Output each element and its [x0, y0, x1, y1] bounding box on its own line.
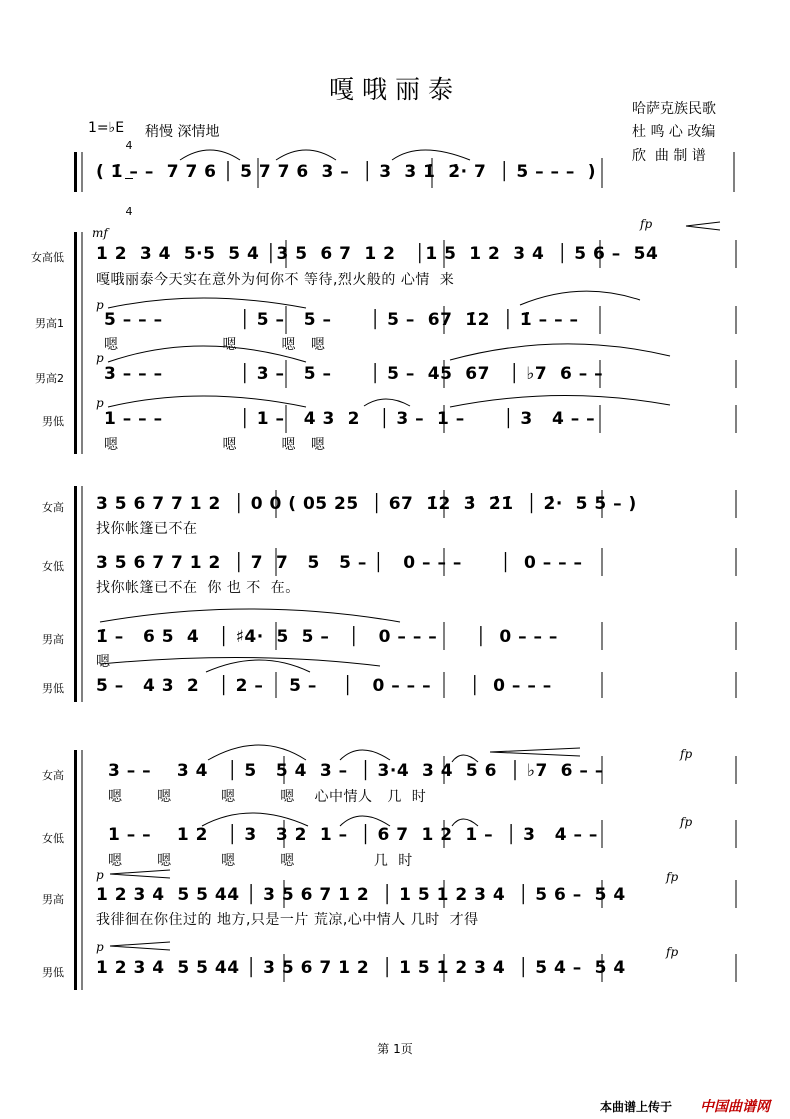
credit-transcriber: 欣 曲 制 谱 — [632, 148, 706, 164]
time-sig-top: 4 — [125, 139, 133, 152]
dynamic-mark: p — [96, 396, 104, 410]
part-label: 男低 — [42, 682, 64, 695]
notes-line: 1 2 3 4 5 5 44 │ 3 5 6 7 1 2 │ 1 5 1 2 3 4 │ 5 4 – 5 4 — [96, 958, 626, 978]
lyrics-line: 找你帐篷已不在 — [96, 521, 198, 537]
dynamic-mark: p — [96, 868, 104, 882]
notes-line: 3 – – – │ 3 – 5 – │ 5 – 45 67 │ ♭7 6 – – — [104, 364, 604, 384]
credit-origin: 哈萨克族民歌 — [632, 101, 716, 117]
dynamic-mark: p — [96, 351, 104, 365]
notes-line: 1 2 3 4 5 5 44 │ 3 5 6 7 1 2 │ 1 5 1 2 3 4 │ 5 6 – 5 4 — [96, 885, 626, 905]
site-logo: 中国曲谱网 — [700, 1099, 770, 1115]
notes-line: 5 – – – │ 5 – 5 – │ 5 – 67 1̇2 │ 1̇ – – – — [104, 310, 579, 330]
part-label: 男高1 — [35, 317, 64, 330]
lyrics-line: 嗯 — [96, 654, 111, 670]
part-label: 男低 — [42, 966, 64, 979]
fp-mark: fp — [680, 815, 693, 829]
notes-line: 1 2 3 4 5·5 5 4 │3 5 6 7 1 2 │1 5 1 2 3 4 │ 5 6 – 54 — [96, 244, 659, 264]
dynamic-mark: mf — [92, 226, 108, 240]
part-label: 女低 — [42, 832, 64, 845]
part-label: 男高 — [42, 633, 64, 646]
tempo-marking: 稍慢 深情地 — [145, 124, 220, 140]
lyrics-line: 我徘徊在你住过的 地方,只是一片 荒凉,心中情人 几时 才得 — [96, 912, 479, 928]
fp-mark: fp — [666, 870, 679, 884]
notes-line: 3 – – 3 4 │ 5 5 4 3 – │ 3·4 3 4 5 6 │ ♭7 6 – – — [108, 761, 604, 781]
part-label: 女低 — [42, 560, 64, 573]
part-label: 男低 — [42, 415, 64, 428]
part-label: 男高 — [42, 893, 64, 906]
notes-line: 1 – – 1 2 │ 3 3 2 1 – │ 6 7 1 2 1 – │ 3 4 – – — [108, 825, 598, 845]
notes-line: 5 – 4 3 2 │ 2 – 5 – │ 0 – – – │ 0 – – – — [96, 676, 552, 696]
page-title: 嘎哦丽泰 — [328, 75, 461, 104]
fp-mark: fp — [680, 747, 693, 761]
page-number: 第 1页 — [377, 1042, 413, 1056]
key-signature: 1=♭E — [88, 120, 125, 136]
intro-notes: ( 1̇ – – 7 7 6 │ 5 7 7 6 3 – │ 3 3 1̇ 2̇· 7 │ 5 – – – ) — [96, 162, 597, 182]
notes-line: 3 5 6 7 7 1 2 │ 0 0 ( 05 25 │ 67 1̇2 3̇ 2̇1̇ │ 2̇· 5 5 – ) — [96, 494, 637, 514]
lyrics-line: 嗯 嗯 嗯 嗯 — [104, 337, 326, 353]
notes-line: 1 – – – │ 1 – 4 3 2 │ 3 – 1 – │ 3 4 – – — [104, 409, 596, 429]
dynamic-mark: p — [96, 940, 104, 954]
fp-mark: fp — [640, 217, 653, 231]
time-sig-bottom: 4 — [125, 205, 133, 218]
fp-mark: fp — [666, 945, 679, 959]
credit-arranger: 杜 鸣 心 改编 — [632, 124, 716, 140]
lyrics-line: 嗯 嗯 嗯 嗯 几 时 — [108, 853, 413, 869]
part-label: 男高2 — [35, 372, 64, 385]
notes-line: 3 5 6 7 7 1 2 │ 7 7 5 5 – │ 0 – – – │ 0 – – – — [96, 553, 583, 573]
lyrics-line: 嘎哦丽泰今天实在意外为何你不 等待,烈火般的 心情 来 — [96, 272, 455, 288]
lyrics-line: 嗯 嗯 嗯 嗯 — [104, 437, 326, 453]
upload-note: 本曲谱上传于 — [600, 1100, 673, 1114]
part-label: 女高 — [42, 501, 64, 514]
notes-line: 1̇ – 6 5 4 │ ♯4· 5 5 – │ 0 – – – │ 0 – – – — [96, 627, 558, 647]
dynamic-mark: p — [96, 298, 104, 312]
part-label: 女高低 — [31, 251, 64, 264]
lyrics-line: 找你帐篷已不在 你 也 不 在。 — [96, 580, 300, 596]
part-label: 女高 — [42, 769, 64, 782]
lyrics-line: 嗯 嗯 嗯 嗯 心中情人 几 时 — [108, 789, 427, 805]
